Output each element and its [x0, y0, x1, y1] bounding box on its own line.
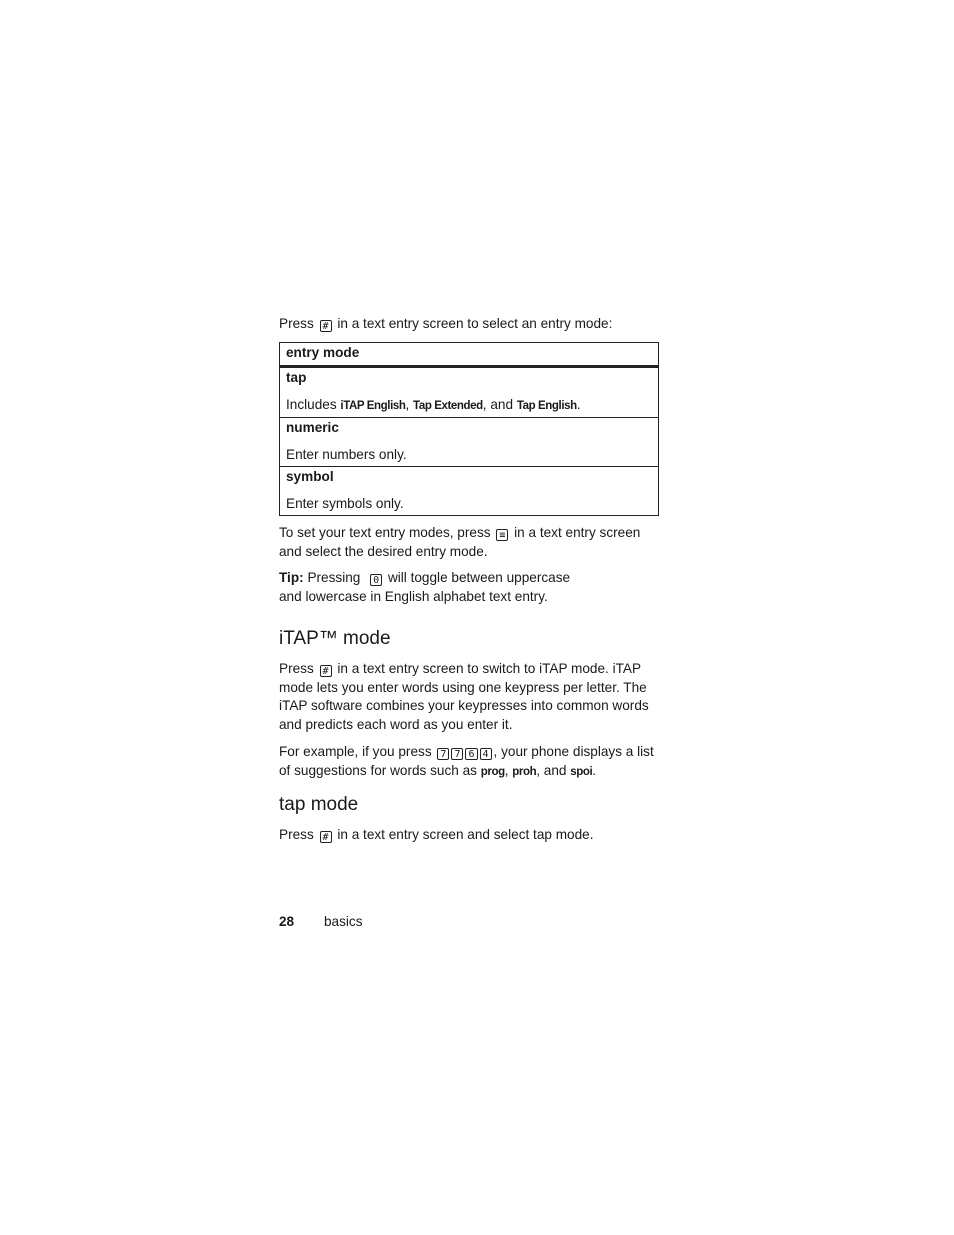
tap-desc-pre: Includes: [286, 397, 337, 412]
option-itap-english: iTAP English: [340, 400, 406, 412]
setmodes-pre: To set your text entry modes, press: [279, 525, 491, 540]
tip-paragraph: [279, 569, 659, 606]
row-title-tap: tap: [286, 370, 307, 385]
sep: , and: [482, 397, 514, 412]
itap-p2-mid: , your phone displays a list of suggestions for words such as: [279, 744, 654, 778]
period: .: [592, 762, 597, 778]
set-modes-paragraph: [279, 524, 659, 561]
period: .: [576, 397, 581, 412]
page-footer: [279, 914, 363, 929]
menu-key-icon: ≡: [496, 529, 508, 541]
zero-key-icon: 0: [370, 574, 382, 586]
itap-p1-post: in a text entry screen to switch to iTAP mode. iTAP mode lets you enter words using one keypress per letter. The iTAP software combines your keypresses into common words and predicts each word as you enter it.: [279, 661, 649, 732]
key-4-icon: 4: [480, 748, 492, 760]
suggestion-proh: proh: [512, 765, 537, 778]
tip-label: Tip:: [279, 570, 304, 585]
row-title-symbol: symbol: [286, 469, 334, 484]
itap-p2-pre: For example, if you press: [279, 744, 432, 759]
itap-heading: iTAP™ mode: [279, 628, 391, 649]
and-text: , and: [536, 762, 567, 778]
hash-key-icon: #: [320, 665, 332, 677]
key-7-icon: 7: [451, 748, 463, 760]
key-7-icon: 7: [437, 748, 449, 760]
section-name: basics: [324, 914, 363, 929]
option-tap-extended: Tap Extended: [413, 400, 483, 412]
entry-mode-table: [279, 342, 659, 516]
intro-paragraph: [279, 315, 659, 334]
tip-pre: Pressing: [307, 570, 361, 585]
row-desc-symbol: Enter symbols only.: [286, 496, 404, 511]
page-number: 28: [279, 914, 295, 929]
tap-post: in a text entry screen and select tap mode.: [337, 827, 594, 842]
key-6-icon: 6: [465, 748, 477, 760]
setmodes-post: in a text entry screen and select the desired entry mode.: [279, 525, 641, 559]
row-title-numeric: numeric: [286, 420, 339, 435]
intro-post: in a text entry screen to select an entry mode:: [337, 316, 613, 331]
table-row: [280, 367, 659, 418]
table-header-row: [280, 343, 659, 367]
option-tap-english: Tap English: [516, 400, 577, 412]
hash-key-icon: #: [320, 831, 332, 843]
row-desc-numeric: Enter numbers only.: [286, 447, 407, 462]
tip-line1: will toggle between uppercase: [387, 570, 571, 585]
tap-mode-heading: tap mode: [279, 794, 359, 815]
itap-paragraph-1: [279, 660, 659, 734]
suggestion-spoi: spoi: [570, 765, 593, 778]
tap-mode-paragraph: [279, 826, 659, 845]
itap-p1-pre: Press: [279, 661, 314, 676]
table-row: [280, 467, 659, 516]
table-row: [280, 418, 659, 467]
itap-paragraph-2: For example, if you press 7 7 6 4 , your phone displays a list of suggestions for words such as prog, proh, and spoi.: [279, 744, 654, 778]
hash-key-icon: #: [320, 320, 332, 332]
tap-pre: Press: [279, 827, 314, 842]
tip-line2: and lowercase in English alphabet text entry.: [279, 588, 548, 604]
intro-pre: Press: [279, 316, 314, 331]
sep: ,: [405, 397, 410, 412]
table-header: entry mode: [280, 343, 659, 367]
row-desc-tap: [286, 387, 652, 417]
suggestion-prog: prog: [480, 765, 505, 778]
